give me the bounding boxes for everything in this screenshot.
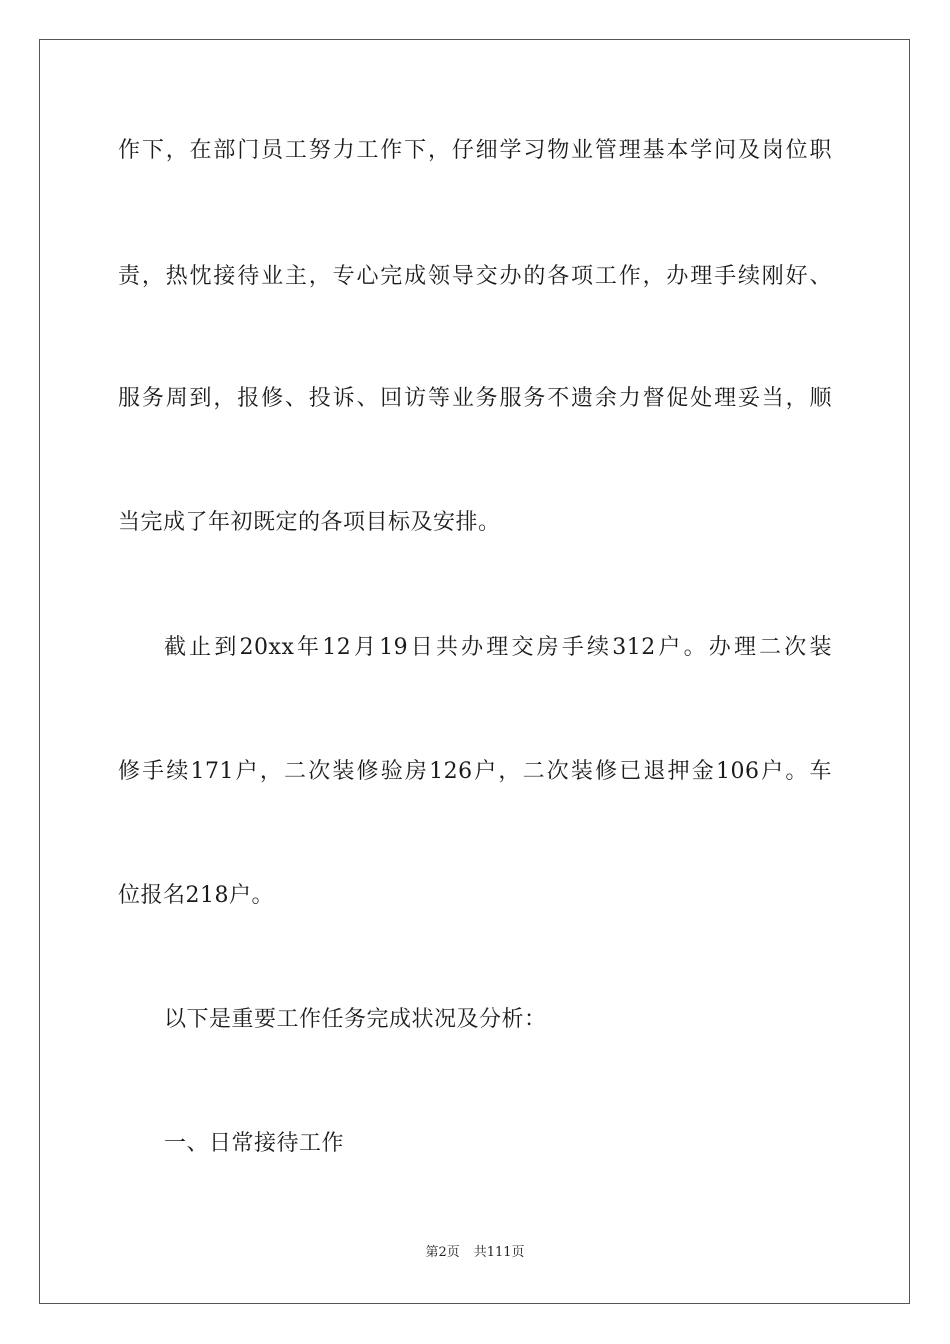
paragraph-line-3: 服务周到，报修、投诉、回访等业务服务不遗余力督促处理妥当，顺 — [118, 386, 832, 411]
paragraph-line-2: 责，热忱接待业主，专心完成领导交办的各项工作，办理手续刚好、 — [118, 264, 832, 289]
paragraph-line-1: 作下，在部门员工努力工作下，仔细学习物业管理基本学问及岗位职 — [118, 138, 832, 163]
page-footer — [0, 1244, 950, 1262]
section-heading: 一、日常接待工作 — [164, 1131, 345, 1156]
paragraph-line-5: 截止到20xx年12月19日共办理交房手续312户。办理二次装 — [164, 635, 832, 660]
page-border — [39, 39, 910, 1304]
paragraph-line-8: 以下是重要工作任务完成状况及分析： — [164, 1007, 547, 1032]
page-total: 共111页 — [473, 1245, 525, 1260]
paragraph-line-4: 当完成了年初既定的各项目标及安排。 — [118, 510, 501, 535]
paragraph-line-7: 位报名218户。 — [118, 883, 274, 908]
paragraph-line-6: 修手续171户，二次装修验房126户，二次装修已退押金106户。车 — [118, 759, 832, 784]
page-number: 第2页 — [425, 1245, 460, 1260]
